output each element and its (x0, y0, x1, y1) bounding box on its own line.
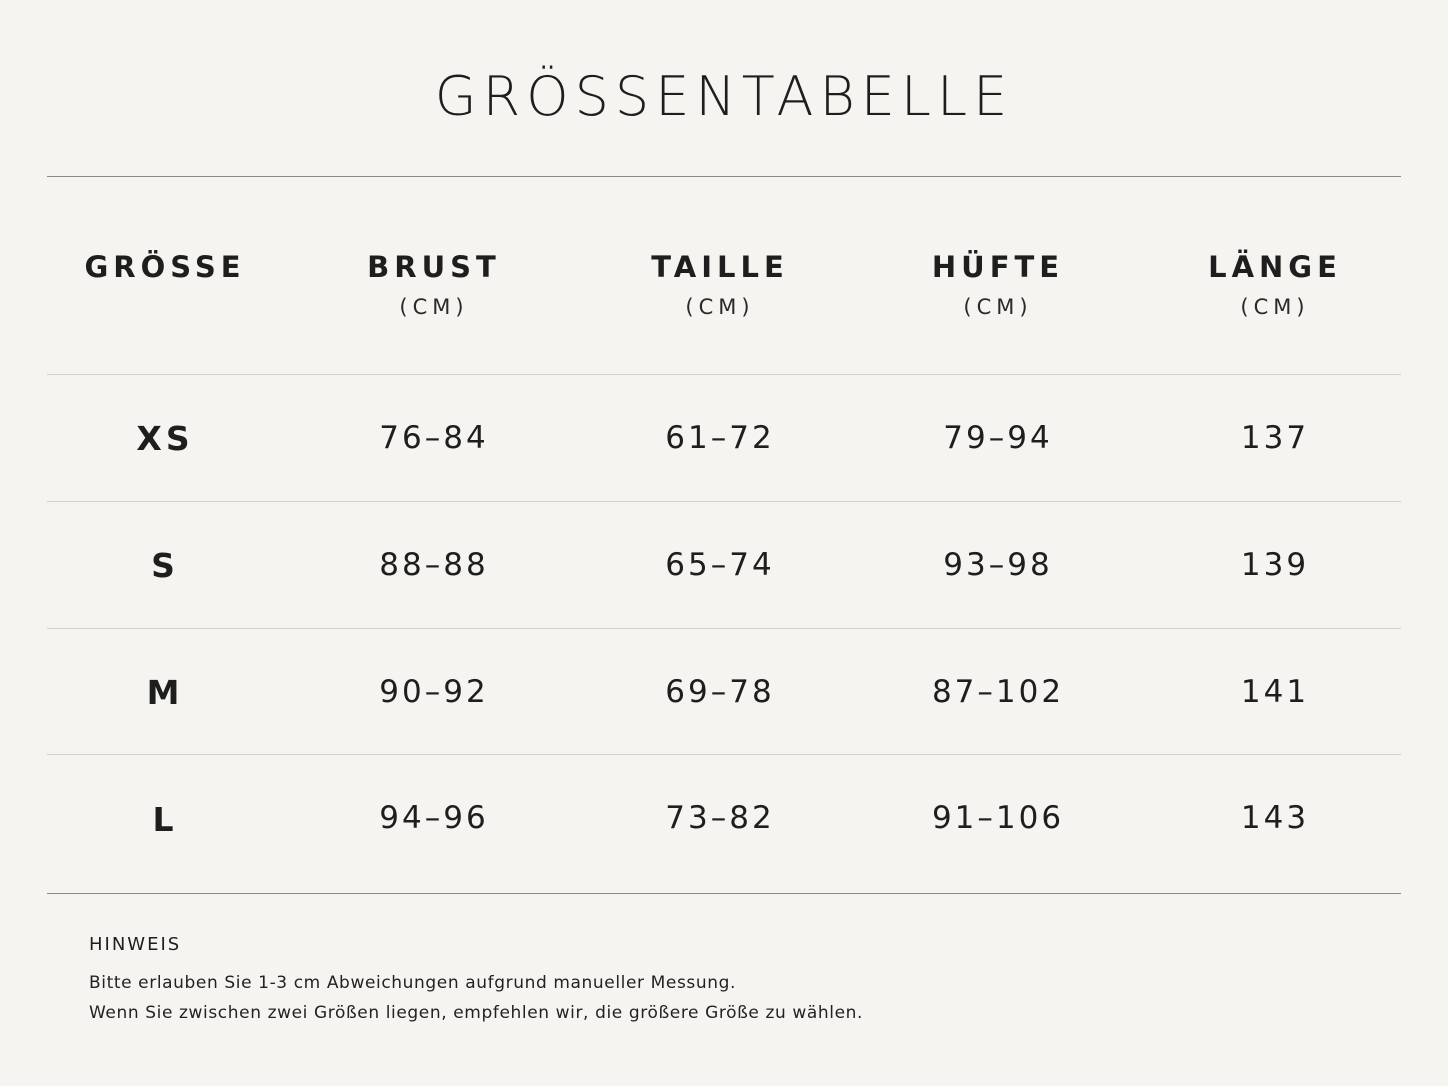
row-divider (47, 754, 1401, 755)
row-m-laenge: 141 (1240, 674, 1310, 710)
row-xs-laenge: 137 (1240, 420, 1310, 456)
header-brust (367, 250, 501, 322)
row-l-size: L (152, 800, 178, 839)
row-s-brust: 88–88 (379, 547, 489, 583)
header-taille (651, 250, 789, 322)
row-divider (47, 628, 1401, 629)
row-l-huefte: 91–106 (931, 800, 1065, 836)
row-s-huefte: 93–98 (943, 547, 1053, 583)
header-laenge-label: LÄNGE (1208, 250, 1342, 284)
header-size (84, 250, 245, 284)
note-line-2: Wenn Sie zwischen zwei Größen liegen, empfehlen wir, die größere Größe zu wählen. (89, 1003, 864, 1023)
header-brust-unit: (CM) (399, 295, 469, 319)
row-m-size: M (146, 673, 184, 712)
top-divider (47, 176, 1401, 177)
header-brust-label: BRUST (367, 250, 501, 284)
header-laenge (1208, 250, 1342, 322)
row-s-laenge: 139 (1240, 547, 1310, 583)
header-size-label: GRÖSSE (84, 250, 246, 284)
bottom-divider (47, 893, 1401, 894)
row-m-brust: 90–92 (379, 674, 489, 710)
header-taille-unit: (CM) (685, 295, 755, 319)
row-s-size: S (151, 546, 179, 585)
header-huefte (932, 250, 1064, 322)
row-l-taille: 73–82 (665, 800, 775, 836)
row-s-taille: 65–74 (665, 547, 775, 583)
header-taille-label: TAILLE (651, 250, 789, 284)
row-xs-huefte: 79–94 (943, 420, 1053, 456)
row-xs-size: XS (136, 419, 194, 458)
header-laenge-unit: (CM) (1240, 295, 1310, 319)
row-l-brust: 94–96 (379, 800, 489, 836)
row-m-taille: 69–78 (665, 674, 775, 710)
row-l-laenge: 143 (1240, 800, 1310, 836)
header-divider (47, 374, 1401, 375)
page-title: GRÖSSENTABELLE (434, 65, 1014, 128)
header-huefte-unit: (CM) (963, 295, 1033, 319)
row-m-huefte: 87–102 (931, 674, 1065, 710)
note-line-1: Bitte erlauben Sie 1-3 cm Abweichungen aufgrund manueller Messung. (89, 973, 737, 993)
note-heading: HINWEIS (89, 934, 182, 955)
row-xs-brust: 76–84 (379, 420, 489, 456)
row-xs-taille: 61–72 (665, 420, 775, 456)
header-huefte-label: HÜFTE (931, 250, 1065, 284)
row-divider (47, 501, 1401, 502)
